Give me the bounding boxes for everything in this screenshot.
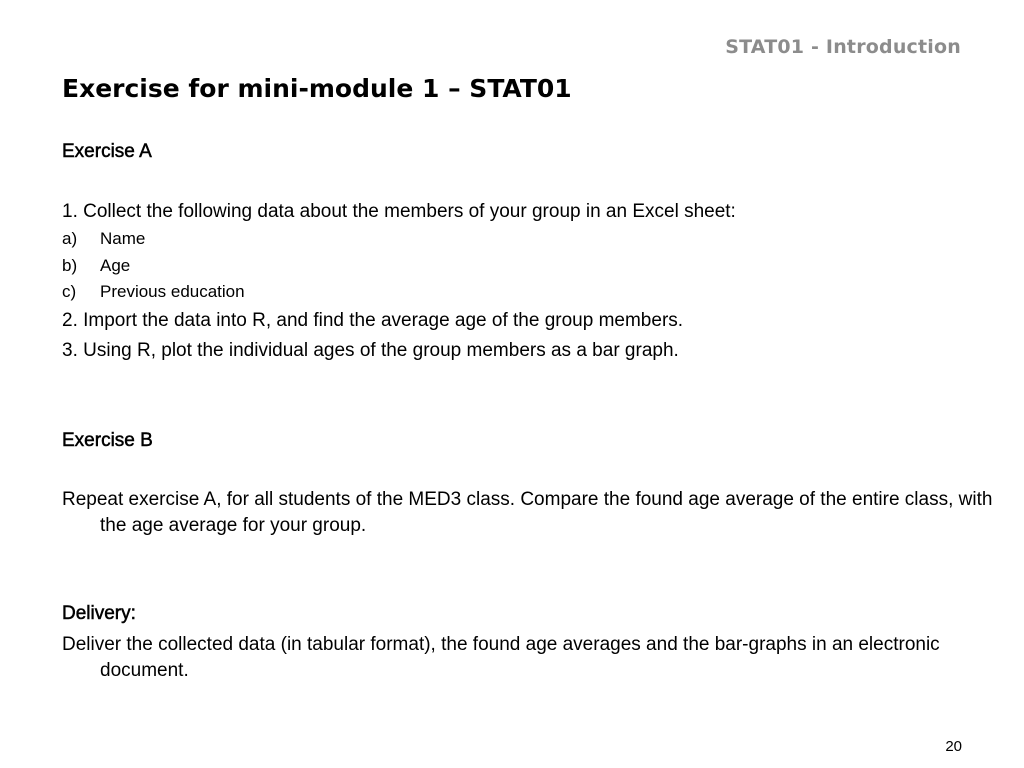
list-item-text: Name [100,229,146,248]
list-item-text: Previous education [100,282,245,301]
list-marker: b) [62,256,78,275]
list-item [62,256,130,276]
slide-title: Exercise for mini-module 1 – STAT01 [62,74,572,103]
exercise-a-heading: Exercise A [62,141,152,162]
exercise-a-step-1: 1. Collect the following data about the members of your group in an Excel sheet: [62,201,736,222]
exercise-b-heading: Exercise B [62,430,153,451]
list-item-text: Age [100,256,131,275]
exercise-b-text: Repeat exercise A, for all students of the MED3 class. Compare the found age average of the entire class, with the age average for your group. [62,489,993,536]
list-marker: a) [62,229,78,248]
exercise-a-step-2: 2. Import the data into R, and find the average age of the group members. [62,310,684,331]
page-number: 20 [945,738,962,755]
course-label: STAT01 - Introduction [725,36,961,58]
delivery-heading: Delivery: [62,603,136,624]
list-item [62,229,145,249]
list-item [62,282,245,302]
exercise-a-step-3: 3. Using R, plot the individual ages of the group members as a bar graph. [62,340,679,361]
list-marker: c) [62,282,77,301]
delivery-text: Deliver the collected data (in tabular format), the found age averages and the bar-graphs in an electronic document. [62,634,940,681]
